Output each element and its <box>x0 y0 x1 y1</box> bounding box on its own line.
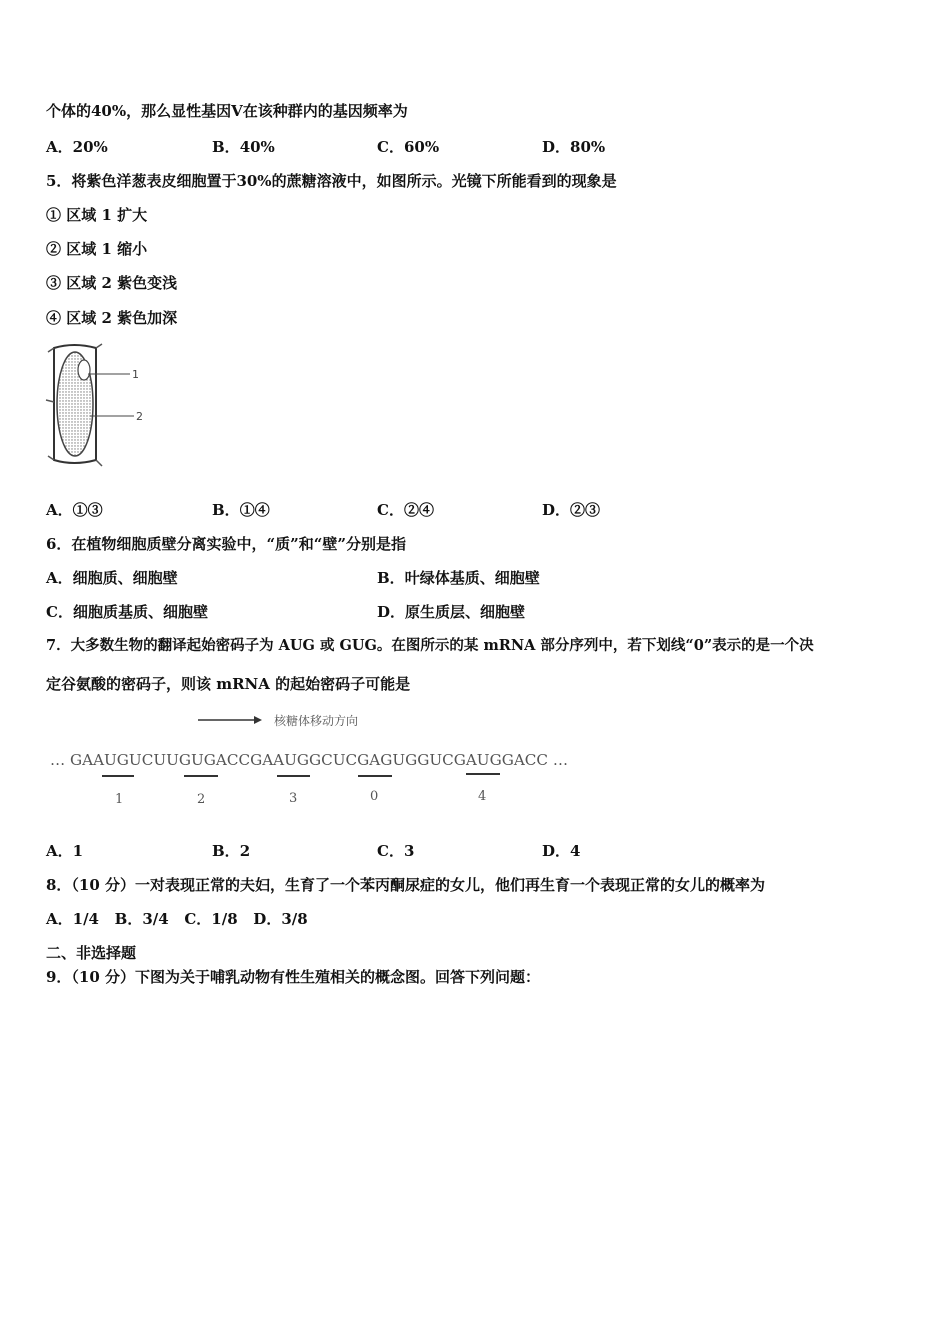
mrna-sequence: … GAAUGUCUUGUGACCGAAUGGCUCGAGUGGUCGAUGGACC … <box>50 753 568 769</box>
figure-label-1: 1 <box>132 368 139 381</box>
q5-option-d: D．②③ <box>542 501 601 519</box>
q4-option-a: A．20% <box>46 138 108 156</box>
direction-arrow-label: 核糖体移动方向 <box>274 714 359 728</box>
q9-stem: 9．（10 分）下图为关于哺乳动物有性生殖相关的概念图。回答下列问题： <box>46 968 541 986</box>
q4-option-d: D．80% <box>542 138 606 156</box>
codon-label-4: 4 <box>478 789 487 804</box>
q7-stem-line-2: 定谷氨酸的密码子，则该 mRNA 的起始密码子可能是 <box>46 675 411 693</box>
q8-options: A．1/4 B．3/4 C．1/8 D．3/8 <box>46 910 308 928</box>
direction-arrow-head <box>254 716 262 724</box>
q4-continuation: 个体的40%，那么显性基因V在该种群内的基因频率为 <box>46 102 408 120</box>
q5-option-b: B．①④ <box>212 501 270 519</box>
q7-option-d: D．4 <box>542 842 581 860</box>
q6-option-c: C．细胞质基质、细胞壁 <box>46 603 208 621</box>
codon-label-1: 1 <box>115 792 124 807</box>
q5-statement-2: ② 区域 1 缩小 <box>46 240 148 258</box>
figure-label-2: 2 <box>136 410 143 423</box>
codon-label-3: 3 <box>289 791 298 806</box>
q7-option-b: B．2 <box>212 842 251 860</box>
q5-stem: 5．将紫色洋葱表皮细胞置于30%的蔗糖溶液中，如图所示。光镜下所能看到的现象是 <box>46 172 617 190</box>
q7-option-a: A．1 <box>46 842 84 860</box>
codon-label-2: 2 <box>197 792 206 807</box>
q5-statement-3: ③ 区域 2 紫色变浅 <box>46 274 178 292</box>
q5-option-a: A．①③ <box>46 501 103 519</box>
section-2-heading: 二、非选择题 <box>46 944 137 962</box>
q7-option-c: C．3 <box>377 842 415 860</box>
q6-stem: 6．在植物细胞质壁分离实验中，“质”和“壁”分别是指 <box>46 535 406 553</box>
codon-label-0: 0 <box>370 789 379 804</box>
onion-cell-figure <box>44 340 154 474</box>
q5-statement-4: ④ 区域 2 紫色加深 <box>46 309 178 327</box>
mrna-sequence-figure <box>46 708 586 817</box>
q6-option-b: B．叶绿体基质、细胞壁 <box>377 569 540 587</box>
q6-option-a: A．细胞质、细胞壁 <box>46 569 178 587</box>
q5-statement-1: ① 区域 1 扩大 <box>46 206 148 224</box>
q7-stem-line-1: 7．大多数生物的翻译起始密码子为 AUG 或 GUG。在图所示的某 mRNA 部分序列中，若下划线“0”表示的是一个决 <box>46 637 814 654</box>
region-1-shape <box>78 360 90 380</box>
q5-option-c: C．②④ <box>377 501 434 519</box>
q8-stem: 8．（10 分）一对表现正常的夫妇，生育了一个苯丙酮尿症的女儿，他们再生育一个表现正常的女儿的概率为 <box>46 876 766 894</box>
q4-option-c: C．60% <box>377 138 440 156</box>
q4-option-b: B．40% <box>212 138 275 156</box>
q6-option-d: D．原生质层、细胞壁 <box>377 603 526 621</box>
